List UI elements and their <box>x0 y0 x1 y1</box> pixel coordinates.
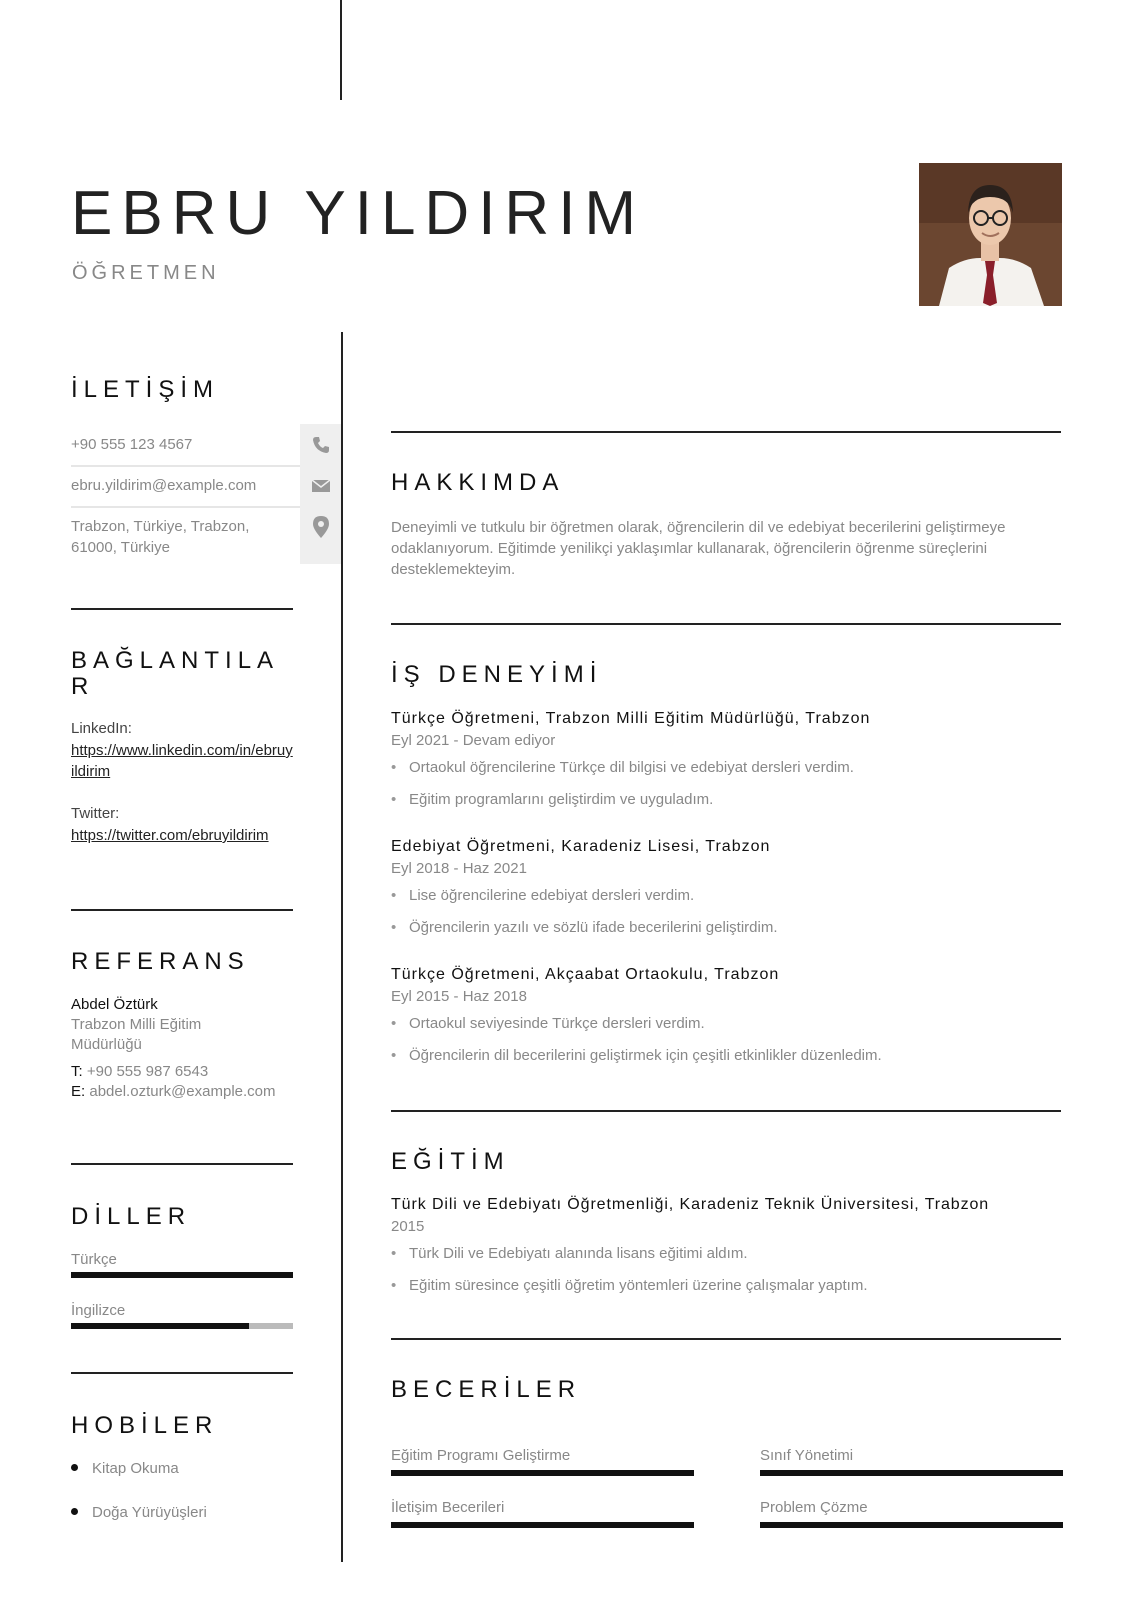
reference-email: E: abdel.ozturk@example.com <box>71 1083 276 1100</box>
section-divider <box>391 1110 1061 1112</box>
section-divider <box>71 1163 293 1165</box>
section-divider <box>391 623 1061 625</box>
reference-phone: T: +90 555 987 6543 <box>71 1063 209 1080</box>
skill-name: Problem Çözme <box>760 1499 868 1516</box>
contact-email: ebru.yildirim@example.com <box>71 477 257 494</box>
skill-name: İletişim Becerileri <box>391 1499 505 1516</box>
education-year: 2015 <box>391 1218 425 1235</box>
job-bullet: • Öğrencilerin dil becerilerini geliştirmek için çeşitli etkinlikler düzenledim. <box>391 1047 882 1064</box>
person-name: EBRU YILDIRIM <box>71 179 646 248</box>
job-title: Türkçe Öğretmeni, Trabzon Milli Eğitim Müdürlüğü, Trabzon <box>391 710 871 727</box>
education-heading: EĞİTİM <box>391 1148 510 1175</box>
contact-heading: İLETİŞİM <box>71 376 220 403</box>
hobbies-heading: HOBİLER <box>71 1412 219 1439</box>
languages-heading: DİLLER <box>71 1203 192 1230</box>
skill-level-bar <box>760 1470 1063 1476</box>
language-level-bar <box>71 1272 293 1278</box>
job-bullet: • Lise öğrencilerine edebiyat dersleri verdim. <box>391 887 695 904</box>
skill-level-fill <box>391 1522 694 1528</box>
top-divider-line <box>340 0 342 100</box>
hobby-item: Kitap Okuma <box>71 1460 179 1477</box>
job-bullet: • Ortaokul seviyesinde Türkçe dersleri verdim. <box>391 1015 705 1032</box>
reference-organization: Trabzon Milli Eğitim Müdürlüğü <box>71 1016 202 1053</box>
section-divider <box>71 1372 293 1374</box>
section-divider <box>71 608 293 610</box>
skill-level-bar <box>760 1522 1063 1528</box>
envelope-icon <box>300 465 341 507</box>
job-title: Edebiyat Öğretmeni, Karadeniz Lisesi, Trabzon <box>391 838 771 855</box>
person-title: ÖĞRETMEN <box>72 262 220 284</box>
bullet-dot-icon <box>71 1508 78 1515</box>
language-level-fill <box>71 1323 249 1329</box>
language-level-bar <box>71 1323 293 1329</box>
about-heading: HAKKIMDA <box>391 469 565 496</box>
education-bullet: • Eğitim süresince çeşitli öğretim yöntemleri üzerine çalışmalar yaptım. <box>391 1277 868 1294</box>
profile-photo <box>919 163 1062 306</box>
bullet-dot-icon <box>71 1464 78 1471</box>
skill-name: Eğitim Programı Geliştirme <box>391 1447 571 1464</box>
twitter-label: Twitter: <box>71 805 120 822</box>
contact-icon-column <box>300 424 341 564</box>
skill-level-fill <box>760 1470 1063 1476</box>
about-text: Deneyimli ve tutkulu bir öğretmen olarak, öğrencilerin dil ve edebiyat becerilerini geliştirmeye odaklanıyorum. Eğitimde yenilikçi yaklaşımlar kullanarak, öğrencilerin öğrenme süreçlerini desteklemekteyim. <box>391 519 1006 578</box>
education-bullet: • Türk Dili ve Edebiyatı alanında lisans eğitimi aldım. <box>391 1245 748 1262</box>
section-divider <box>71 909 293 911</box>
links-heading: BAĞLANTILAR <box>71 647 280 700</box>
skill-level-bar <box>391 1522 694 1528</box>
section-divider <box>391 431 1061 433</box>
job-title: Türkçe Öğretmeni, Akçaabat Ortaokulu, Trabzon <box>391 966 780 983</box>
skill-level-bar <box>391 1470 694 1476</box>
job-date: Eyl 2015 - Haz 2018 <box>391 988 527 1005</box>
job-date: Eyl 2021 - Devam ediyor <box>391 732 556 749</box>
job-date: Eyl 2018 - Haz 2021 <box>391 860 527 877</box>
section-divider <box>391 1338 1061 1340</box>
language-level-fill <box>71 1272 293 1278</box>
phone-icon <box>300 424 341 466</box>
job-bullet: • Ortaokul öğrencilerine Türkçe dil bilgisi ve edebiyat dersleri verdim. <box>391 759 854 776</box>
contact-address: Trabzon, Türkiye, Trabzon, 61000, Türkiye <box>71 518 250 556</box>
linkedin-label: LinkedIn: <box>71 720 132 737</box>
skill-level-fill <box>760 1522 1063 1528</box>
location-pin-icon <box>300 506 341 548</box>
education-degree: Türk Dili ve Edebiyatı Öğretmenliği, Karadeniz Teknik Üniversitesi, Trabzon <box>391 1196 990 1213</box>
hobby-item: Doğa Yürüyüşleri <box>71 1504 207 1521</box>
language-name: Türkçe <box>71 1251 117 1268</box>
job-bullet: • Öğrencilerin yazılı ve sözlü ifade becerilerini geliştirdim. <box>391 919 778 936</box>
job-bullet: • Eğitim programlarını geliştirdim ve uyguladım. <box>391 791 714 808</box>
experience-heading: İŞ DENEYİMİ <box>391 661 603 688</box>
references-heading: REFERANS <box>71 948 250 975</box>
skills-heading: BECERİLER <box>391 1376 582 1403</box>
reference-name: Abdel Öztürk <box>71 996 158 1013</box>
skill-level-fill <box>391 1470 694 1476</box>
linkedin-link[interactable]: https://www.linkedin.com/in/ebruyildirim <box>71 742 293 780</box>
column-divider-line <box>341 332 343 1562</box>
language-name: İngilizce <box>71 1302 126 1319</box>
skill-name: Sınıf Yönetimi <box>760 1447 854 1464</box>
contact-phone: +90 555 123 4567 <box>71 436 193 453</box>
twitter-link[interactable]: https://twitter.com/ebruyildirim <box>71 827 269 844</box>
